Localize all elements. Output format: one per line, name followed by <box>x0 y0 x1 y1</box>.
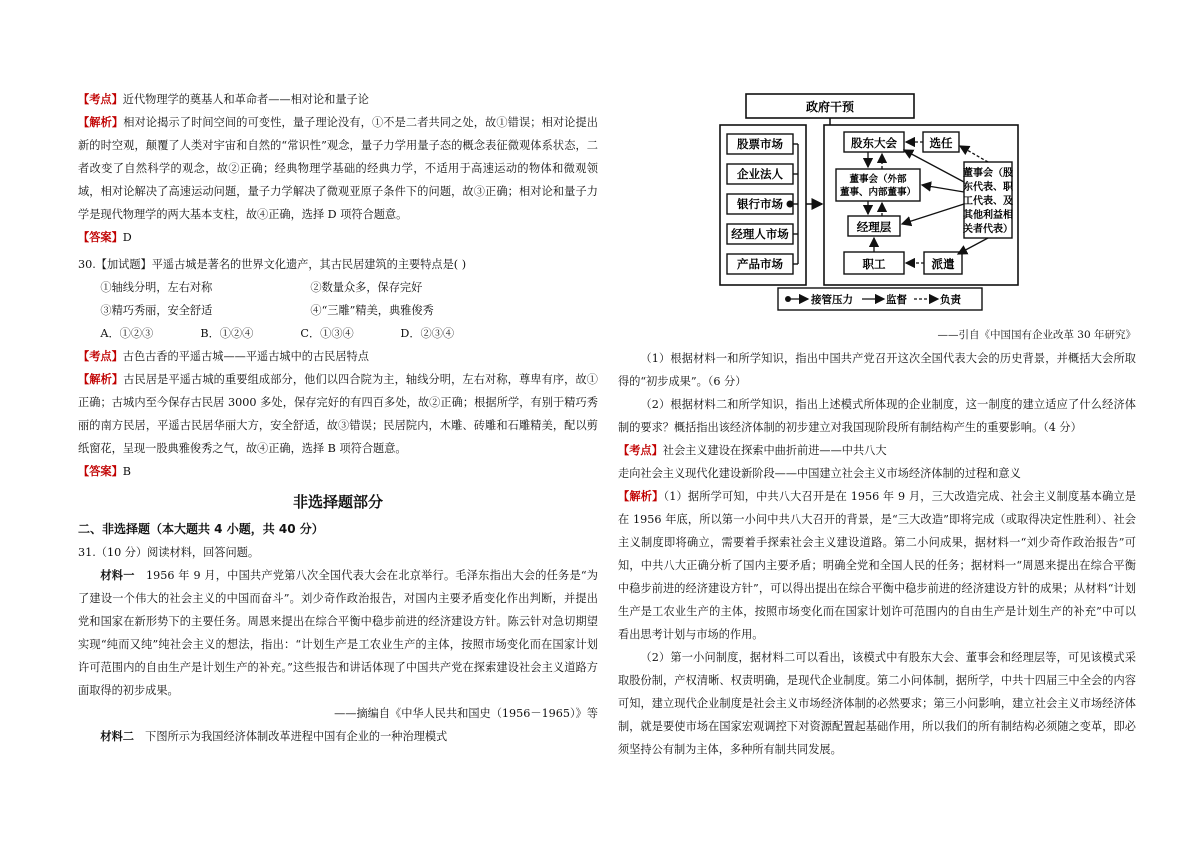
q31-kaodian-2: 走向社会主义现代化建设新阶段——中国建立社会主义市场经济体制的过程和意义 <box>618 467 1021 480</box>
board-rep-line-1: 董事会（股 <box>963 168 1013 179</box>
board-label-2: 董事、内部董事） <box>839 187 917 198</box>
governance-diagram <box>618 92 1136 322</box>
q30-stem: 30.【加试题】平遥古城是著名的世界文化遗产，其古民居建筑的主要特点是( ) <box>78 258 467 271</box>
q30-kaodian <box>78 345 598 368</box>
q30-choice-d: D．②③④ <box>400 327 455 340</box>
q31-sub1: （1）根据材料一和所学知识，指出中国共产党召开这次全国代表大会的历史背景，并概括大会所取得的“初步成果”。（6 分） <box>618 352 1136 388</box>
jiexi-label: 【解析】 <box>618 490 664 503</box>
q31-material2 <box>78 725 598 748</box>
managers-label: 经理层 <box>856 220 892 234</box>
board-rep-line-4: 其他利益相 <box>963 210 1013 221</box>
q31-sub2: （2）根据材料二和所学知识，指出上述模式所体现的企业制度，这一制度的建立适应了什么经济体制的要求？概括指出该经济体制的初步建立对我国现阶段所有制结构产生的重要影响。（4 分） <box>618 398 1136 434</box>
material2-label: 材料二 <box>100 729 134 743</box>
gov-label: 政府干预 <box>805 100 855 114</box>
q31-jiexi-2: （2）第一小问制度，据材料二可以看出，该模式中有股东大会、董事会和经理层等，可见该模式采取股份制，产权清晰、权责明确，是现代企业制度。第二小问体制，据所学，中共十四届三中全会的内容可知，建立现代企业制度是社会主义市场经济体制的必然要求；第三小问影响，建立社会主义市场经济体制，就是要使市场在国家宏观调控下对资源配置起基础作用，所以我们的所有制结构必须随之变革，即必须坚持公有制为主体，多种所有制共同发展。 <box>618 651 1136 756</box>
q31-jiexi <box>618 485 1136 646</box>
governance-diagram-svg <box>618 92 1136 314</box>
jiexi-text: 古民居是平遥古城的重要组成部分，他们以四合院为主，轴线分明，左右对称，尊卑有序，故①正确；古城内至今保存古民居 3000 多处，保存完好的有四百多处，故②正确；根据所学，有别于精巧秀丽的南方民居，平遥古民居华丽大方，安全舒适，故③错误；民居院内，木雕、砖雕和石雕精美，配以剪纸窗花，呈现一股典雅俊秀之气，故④正确，选择 B 项符合题意。 <box>78 373 598 455</box>
market-item-corporate: 企业法人 <box>737 167 783 181</box>
workers-label: 职工 <box>862 257 886 271</box>
legend-supervise: 监督 <box>886 294 907 306</box>
board-label-1: 董事会（外部 <box>849 174 907 185</box>
part-title: 二、非选择题（本大题共 4 小题，共 40 分） <box>78 522 324 536</box>
jiexi-text: 相对论揭示了时间空间的可变性，量子理论没有，①不是二者共同之处，故①错误；相对论提出新的时空观，颠覆了人类对宇宙和自然的“常识性”观念，量子力学用量子态的概念表征微观体系状态，二者改变了自然科学的观念，故②正确；经典物理学基础的经典力学，不适用于高速运动的物体和微观领域，相对论解决了高速运动问题，量子力学解决了微观亚原子条件下的问题，故③正确；相对论和量子力学是现代物理学的两大基本支柱，故④正确，选择 D 项符合题意。 <box>78 116 598 221</box>
q31-material1 <box>78 564 598 702</box>
q30-jiexi <box>78 368 598 460</box>
q30-choices <box>78 322 598 345</box>
board-rep-line-5: 关者代表） <box>963 224 1013 235</box>
elect-label: 选任 <box>929 136 953 150</box>
q30-choice-b: B．①②④ <box>200 327 254 340</box>
answer-text: B <box>122 465 131 478</box>
market-item-bank: 银行市场 <box>737 197 783 211</box>
material2-text: 下图所示为我国经济体制改革进程中国有企业的一种治理模式 <box>133 730 448 743</box>
market-item-stock: 股票市场 <box>737 137 783 151</box>
q29-kaodian <box>78 88 598 111</box>
q30-answer <box>78 460 598 483</box>
q29-answer <box>78 226 598 249</box>
answer-label: 【答案】 <box>78 465 123 478</box>
material1-label: 材料一 <box>100 568 135 582</box>
kaodian-label: 【考点】 <box>618 444 663 457</box>
q30-opt1: ①轴线分明，左右对称 <box>100 281 213 294</box>
q30-opt3: ③精巧秀丽，安全舒适 <box>100 304 213 317</box>
jiexi-label: 【解析】 <box>78 116 124 129</box>
kaodian-text-1: 社会主义建设在探索中曲折前进——中共八大 <box>662 444 887 457</box>
q30-choice-a: A．①②③ <box>100 327 154 340</box>
jiexi-label: 【解析】 <box>78 373 124 386</box>
right-column <box>618 92 1136 761</box>
q30-options-row1 <box>78 276 598 299</box>
q31-kaodian <box>618 439 1136 462</box>
board-rep-line-2: 东代表、职 <box>963 182 1013 193</box>
kaodian-text: 近代物理学的奠基人和革命者——相对论和量子论 <box>122 93 369 106</box>
legend-responsible: 负责 <box>940 294 961 306</box>
q30-opt2: ②数量众多，保存完好 <box>310 281 423 294</box>
q31-material1-source: ——摘编自《中华人民共和国史（1956－1965）》等 <box>334 707 598 720</box>
market-item-product: 产品市场 <box>737 257 783 271</box>
left-column <box>78 88 598 748</box>
diagram-source: ——引自《中国国有企业改革 30 年研究》 <box>937 329 1136 341</box>
shareholders-label: 股东大会 <box>851 136 897 150</box>
q31-stem: 31.（10 分）阅读材料，回答问题。 <box>78 546 260 559</box>
answer-text: D <box>122 231 132 244</box>
kaodian-text: 古色古香的平遥古城——平遥古城中的古民居特点 <box>122 350 369 363</box>
legend-pressure: 接管压力 <box>811 294 853 306</box>
market-item-manager: 经理人市场 <box>731 227 789 241</box>
material1-text: 1956 年 9 月，中国共产党第八次全国代表大会在北京举行。毛泽东指出大会的任务是“为了建设一个伟大的社会主义的中国而奋斗”。刘少奇作政治报告，对国内主要矛盾变化作出判断，并提出党和国家在新形势下的主要任务。周恩来提出在综合平衡中稳步前进的经济建设方针。陈云针对急切期望实现“纯而又纯”纯社会主义的想法，指出：“计划生产是工农业生产的主体，按照市场变化而在国家计划许可范围内的自由生产是计划生产的补充。”这些报告和讲话体现了中国共产党在探索建设社会主义道路方面取得的初步成果。 <box>78 569 598 697</box>
q30-opt4: ④“三雕”精美，典雅俊秀 <box>310 304 434 317</box>
jiexi-text-1: （1）据所学可知，中共八大召开是在 1956 年 9 月，三大改造完成、社会主义制度基本确立是在 1956 年底，所以第一小问中共八大召开的背景，是“三大改造”即将完成（或取得决定性胜利）、社会主义制度即将确立，需要着手探索社会主义建设道路。第二小问成果，据材料一“刘少奇作政治报告”可知，中共八大正确分析了国内主要矛盾；明确全党和全国人民的任务；据材料一“周恩来提出在综合平衡中稳步前进的经济建设方针”，可以得出提出在综合平衡中稳步前进的经济建设方针的成果；从材料“计划生产是工农业生产的主体，按照市场变化而在国家计划许可范围内的自由生产是计划生产的补充”中可以看出思考计划与市场的作用。 <box>618 490 1136 641</box>
q30-choice-c: C．①③④ <box>300 327 354 340</box>
section-title: 非选择题部分 <box>292 493 383 511</box>
q30-options-row2 <box>78 299 598 322</box>
answer-label: 【答案】 <box>78 231 123 244</box>
kaodian-label: 【考点】 <box>78 350 123 363</box>
kaodian-label: 【考点】 <box>78 93 123 106</box>
dispatch-label: 派遣 <box>931 257 955 271</box>
q29-jiexi <box>78 111 598 226</box>
board-rep-line-3: 工代表、及 <box>963 196 1013 207</box>
